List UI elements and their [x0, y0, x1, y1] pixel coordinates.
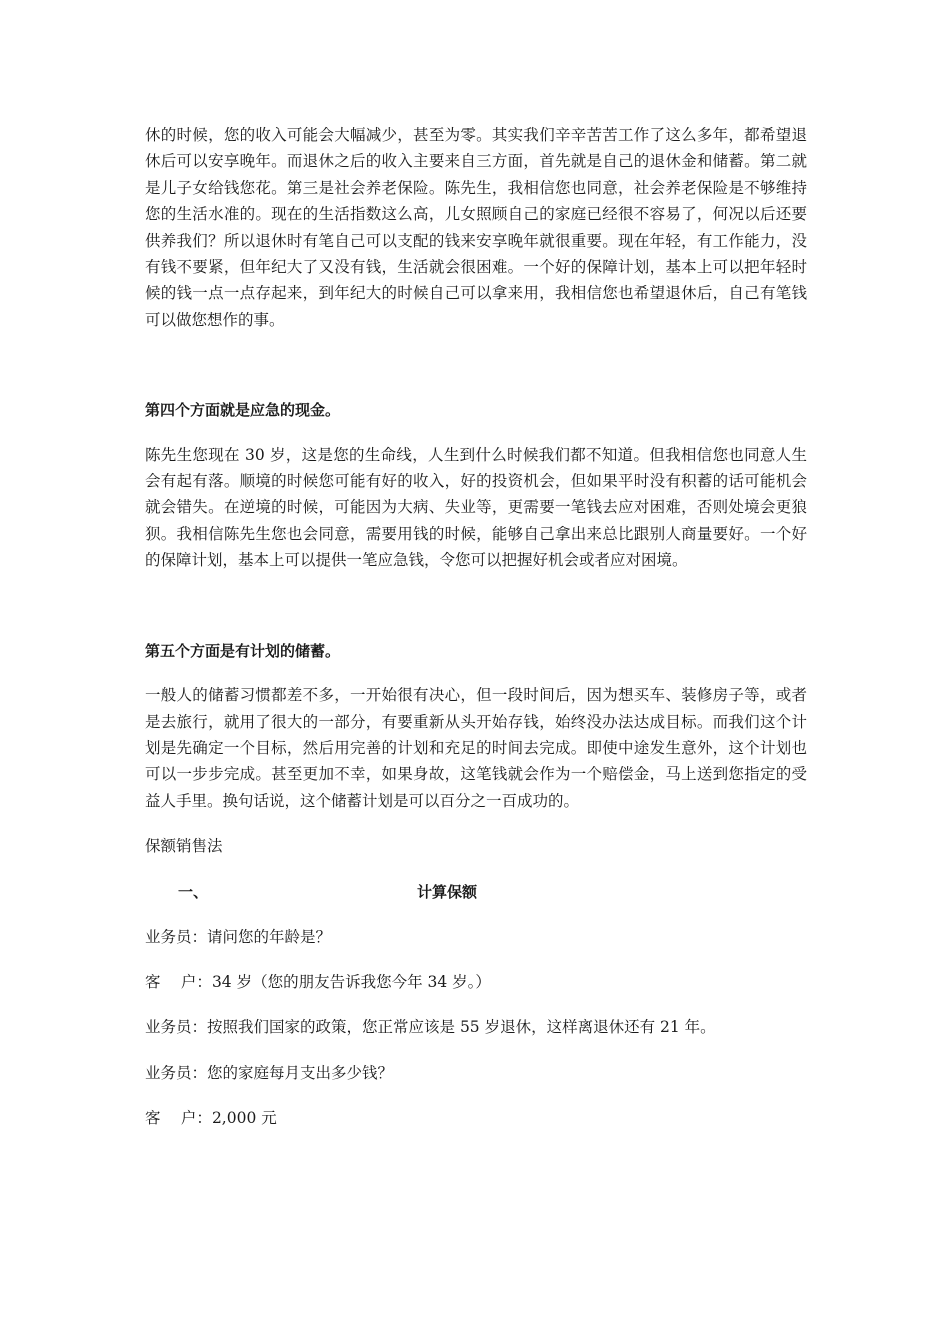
document-body	[145, 122, 807, 1132]
dialogue-speaker: 业务员：	[145, 927, 208, 946]
dialogue-speaker: 客 户：	[145, 972, 212, 991]
section-number: 一、	[178, 882, 209, 901]
dialogue-text: 请问您的年龄是？	[207, 927, 332, 946]
dialogue-text: 按照我们国家的政策，您正常应该是 55 岁退休，这样离退休还有 21 年。	[207, 1018, 716, 1037]
dialogue-text: 34 岁（您的朋友告诉我您今年 34 岁。）	[211, 972, 491, 991]
dialogue-text: 2,000 元	[211, 1109, 277, 1128]
dialogue-line	[145, 1060, 807, 1086]
dialogue-text: 您的家庭每月支出多少钱？	[207, 1063, 394, 1082]
paragraph-emergency-cash: 陈先生您现在 30 岁，这是您的生命线，人生到什么时候我们都不知道。但我相信您也同意人生会有起有落。顺境的时候您可能有好的收入，好的投资机会，但如果平时没有积蓄的话可能机会就会错失。在逆境的时候，可能因为大病、失业等，更需要一笔钱去应对困难，否则处境会更狼狈。我相信陈先生您也会同意，需要用钱的时候，能够自己拿出来总比跟别人商量要好。一个好的保障计划，基本上可以提供一笔应急钱，令您可以把握好机会或者应对困境。	[145, 445, 807, 570]
method-title: 保额销售法	[145, 837, 223, 856]
section-heading	[145, 879, 807, 905]
dialogue-line	[145, 969, 807, 995]
dialogue-line	[145, 924, 807, 950]
paragraph-planned-savings: 一般人的储蓄习惯都差不多，一开始很有决心，但一段时间后，因为想买车、装修房子等，或者是去旅行，就用了很大的一部分，有要重新从头开始存钱，始终没办法达成目标。而我们这个计划是先确定一个目标，然后用完善的计划和充足的时间去完成。即使中途发生意外，这个计划也可以一步步完成。甚至更加不幸，如果身故，这笔钱就会作为一个赔偿金，马上送到您指定的受益人手里。换句话说，这个储蓄计划是可以百分之一百成功的。	[145, 686, 807, 810]
dialogue-speaker: 业务员：	[145, 1063, 208, 1082]
heading-planned-savings: 第五个方面是有计划的储蓄。	[145, 641, 341, 660]
dialogue-speaker: 客 户：	[145, 1109, 212, 1128]
dialogue-line	[145, 1105, 807, 1131]
heading-emergency-cash: 第四个方面就是应急的现金。	[145, 401, 341, 420]
section-title: 计算保额	[417, 882, 478, 901]
paragraph-retirement: 休的时候，您的收入可能会大幅减少，甚至为零。其实我们辛辛苦苦工作了这么多年，都希望退休后可以安享晚年。而退休之后的收入主要来自三方面，首先就是自己的退休金和储蓄。第二就是儿子女给钱您花。第三是社会养老保险。陈先生，我相信您也同意，社会养老保险是不够维持您的生活水准的。现在的生活指数这么高，儿女照顾自己的家庭已经很不容易了，何况以后还要供养我们？所以退休时有笔自己可以支配的钱来安享晚年就很重要。现在年轻，有工作能力，没有钱不要紧，但年纪大了又没有钱，生活就会很困难。一个好的保障计划，基本上可以把年轻时候的钱一点一点存起来，到年纪大的时候自己可以拿来用，我相信您也希望退休后，自己有笔钱可以做您想作的事。	[145, 126, 807, 329]
dialogue-line	[145, 1014, 807, 1040]
dialogue-speaker: 业务员：	[145, 1018, 208, 1037]
